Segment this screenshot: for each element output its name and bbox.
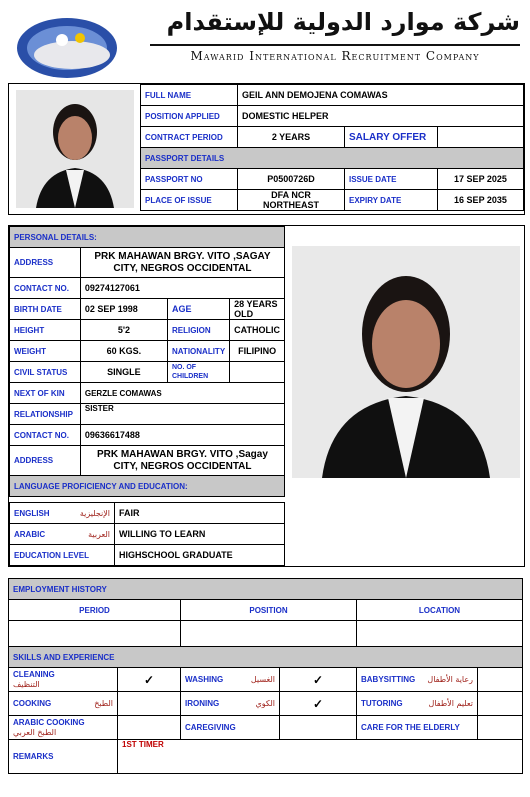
babysitting-arabic-label: رعاية الأطفال: [427, 675, 473, 684]
religion-label: RELIGION: [167, 320, 229, 341]
next-of-kin-value: GERZLE COMAWAS: [80, 383, 284, 404]
civil-status-value: SINGLE: [80, 362, 167, 383]
header-rule: [150, 44, 520, 46]
employment-header: EMPLOYMENT HISTORY: [9, 579, 523, 600]
applicant-photo-small: [16, 90, 134, 208]
remarks-value: 1ST TIMER: [118, 740, 523, 774]
ironing-arabic-label: الكوي: [255, 699, 275, 708]
tutoring-check: [478, 692, 523, 716]
kin-address-value: PRK MAHAWAN BRGY. VITO ,Sagay CITY, NEGROS OCCIDENTAL: [80, 446, 284, 476]
babysitting-check: [478, 668, 523, 692]
contact-label: CONTACT NO.: [10, 278, 81, 299]
place-of-issue-label: PLACE OF ISSUE: [141, 190, 238, 211]
caregiving-check: [280, 716, 357, 740]
employment-period-cell: [9, 621, 181, 647]
company-arabic-name: شركة موارد الدولية للإستقدام: [166, 8, 520, 36]
birth-date-label: BIRTH DATE: [10, 299, 81, 320]
children-value: [230, 362, 285, 383]
kin-address-label: ADDRESS: [10, 446, 81, 476]
arabic-cooking-label: ARABIC COOKING الطبخ العربي: [9, 716, 118, 740]
religion-value: CATHOLIC: [230, 320, 285, 341]
passport-no-label: PASSPORT NO: [141, 169, 238, 190]
arabic-label: ARABIC العربية: [10, 524, 115, 545]
cleaning-label: CLEANING التنظيف: [9, 668, 118, 692]
education-label: EDUCATION LEVEL: [10, 545, 115, 566]
remarks-label: REMARKS: [9, 740, 118, 774]
age-label: AGE: [167, 299, 229, 320]
passport-details-header: PASSPORT DETAILS: [141, 148, 524, 169]
full-name-label: FULL NAME: [141, 85, 238, 106]
place-of-issue-value: DFA NCR NORTHEAST: [238, 190, 345, 211]
elderly-care-label: CARE FOR THE ELDERLY: [357, 716, 478, 740]
employment-position-cell: [181, 621, 357, 647]
address-value: PRK MAHAWAN BRGY. VITO ,SAGAY CITY, NEGROS OCCIDENTAL: [80, 248, 284, 278]
english-value: FAIR: [115, 503, 285, 524]
employment-skills-table: [8, 578, 523, 774]
arabic-arabic-label: العربية: [88, 529, 110, 539]
height-label: HEIGHT: [10, 320, 81, 341]
employment-location-cell: [357, 621, 523, 647]
ironing-check: ✓: [280, 692, 357, 716]
relationship-value: SISTER: [80, 404, 284, 425]
age-value: 28 YEARS OLD: [230, 299, 285, 320]
arabic-cooking-arabic-label: الطبخ العربي: [13, 727, 57, 737]
education-value: HIGHSCHOOL GRADUATE: [115, 545, 285, 566]
expiry-date-label: EXPIRY DATE: [345, 190, 438, 211]
english-label: ENGLISH الإنجليزية: [10, 503, 115, 524]
issue-date-label: ISSUE DATE: [345, 169, 438, 190]
civil-status-label: CIVIL STATUS: [10, 362, 81, 383]
children-label: NO. OF CHILDREN: [167, 362, 229, 383]
expiry-date-value: 16 SEP 2035: [438, 190, 524, 211]
company-english-name: Mawarid International Recruitment Company: [190, 49, 480, 63]
period-header: PERIOD: [9, 600, 181, 621]
babysitting-label: BABYSITTING رعاية الأطفال: [357, 668, 478, 692]
contract-value: 2 YEARS: [238, 127, 345, 148]
contract-label: CONTRACT PERIOD: [141, 127, 238, 148]
company-logo: [12, 10, 122, 80]
issue-date-value: 17 SEP 2025: [438, 169, 524, 190]
personal-details-table: [9, 226, 285, 497]
next-of-kin-label: NEXT OF KIN: [10, 383, 81, 404]
personal-summary-table: [140, 84, 524, 211]
applicant-photo-large: [292, 246, 520, 478]
skills-header: SKILLS AND EXPERIENCE: [9, 647, 523, 668]
kin-contact-label: CONTACT NO.: [10, 425, 81, 446]
language-table: [9, 502, 285, 566]
position-value: DOMESTIC HELPER: [238, 106, 524, 127]
language-header: LANGUAGE PROFICIENCY AND EDUCATION:: [10, 476, 285, 497]
address-label: ADDRESS: [10, 248, 81, 278]
arabic-cooking-check: [118, 716, 181, 740]
cooking-arabic-label: الطبخ: [94, 699, 113, 708]
kin-contact-value: 09636617488: [80, 425, 284, 446]
salary-value: [438, 127, 524, 148]
location-header: LOCATION: [357, 600, 523, 621]
tutoring-label: TUTORING تعليم الأطفال: [357, 692, 478, 716]
nationality-value: FILIPINO: [230, 341, 285, 362]
nationality-label: NATIONALITY: [167, 341, 229, 362]
english-arabic-label: الإنجليزية: [79, 508, 110, 518]
height-value: 5'2: [80, 320, 167, 341]
birth-date-value: 02 SEP 1998: [80, 299, 167, 320]
personal-details-header: PERSONAL DETAILS:: [10, 227, 285, 248]
position-label: POSITION APPLIED: [141, 106, 238, 127]
personal-section: [8, 225, 525, 567]
salary-label: SALARY OFFER: [345, 127, 438, 148]
weight-value: 60 KGS.: [80, 341, 167, 362]
contact-value: 09274127061: [80, 278, 284, 299]
cooking-label: COOKING الطبخ: [9, 692, 118, 716]
cleaning-arabic-label: التنظيف: [13, 679, 40, 689]
relationship-label: RELATIONSHIP: [10, 404, 81, 425]
position-header: POSITION: [181, 600, 357, 621]
weight-label: WEIGHT: [10, 341, 81, 362]
washing-label: WASHING الغسيل: [181, 668, 280, 692]
ironing-label: IRONING الكوي: [181, 692, 280, 716]
cleaning-check: ✓: [118, 668, 181, 692]
top-section: [8, 83, 525, 215]
passport-no-value: P0500726D: [238, 169, 345, 190]
tutoring-arabic-label: تعليم الأطفال: [428, 699, 473, 708]
cooking-check: [118, 692, 181, 716]
caregiving-label: CAREGIVING: [181, 716, 280, 740]
full-name-value: GEIL ANN DEMOJENA COMAWAS: [238, 85, 524, 106]
elderly-care-check: [478, 716, 523, 740]
washing-check: ✓: [280, 668, 357, 692]
arabic-value: WILLING TO LEARN: [115, 524, 285, 545]
washing-arabic-label: الغسيل: [250, 675, 275, 684]
